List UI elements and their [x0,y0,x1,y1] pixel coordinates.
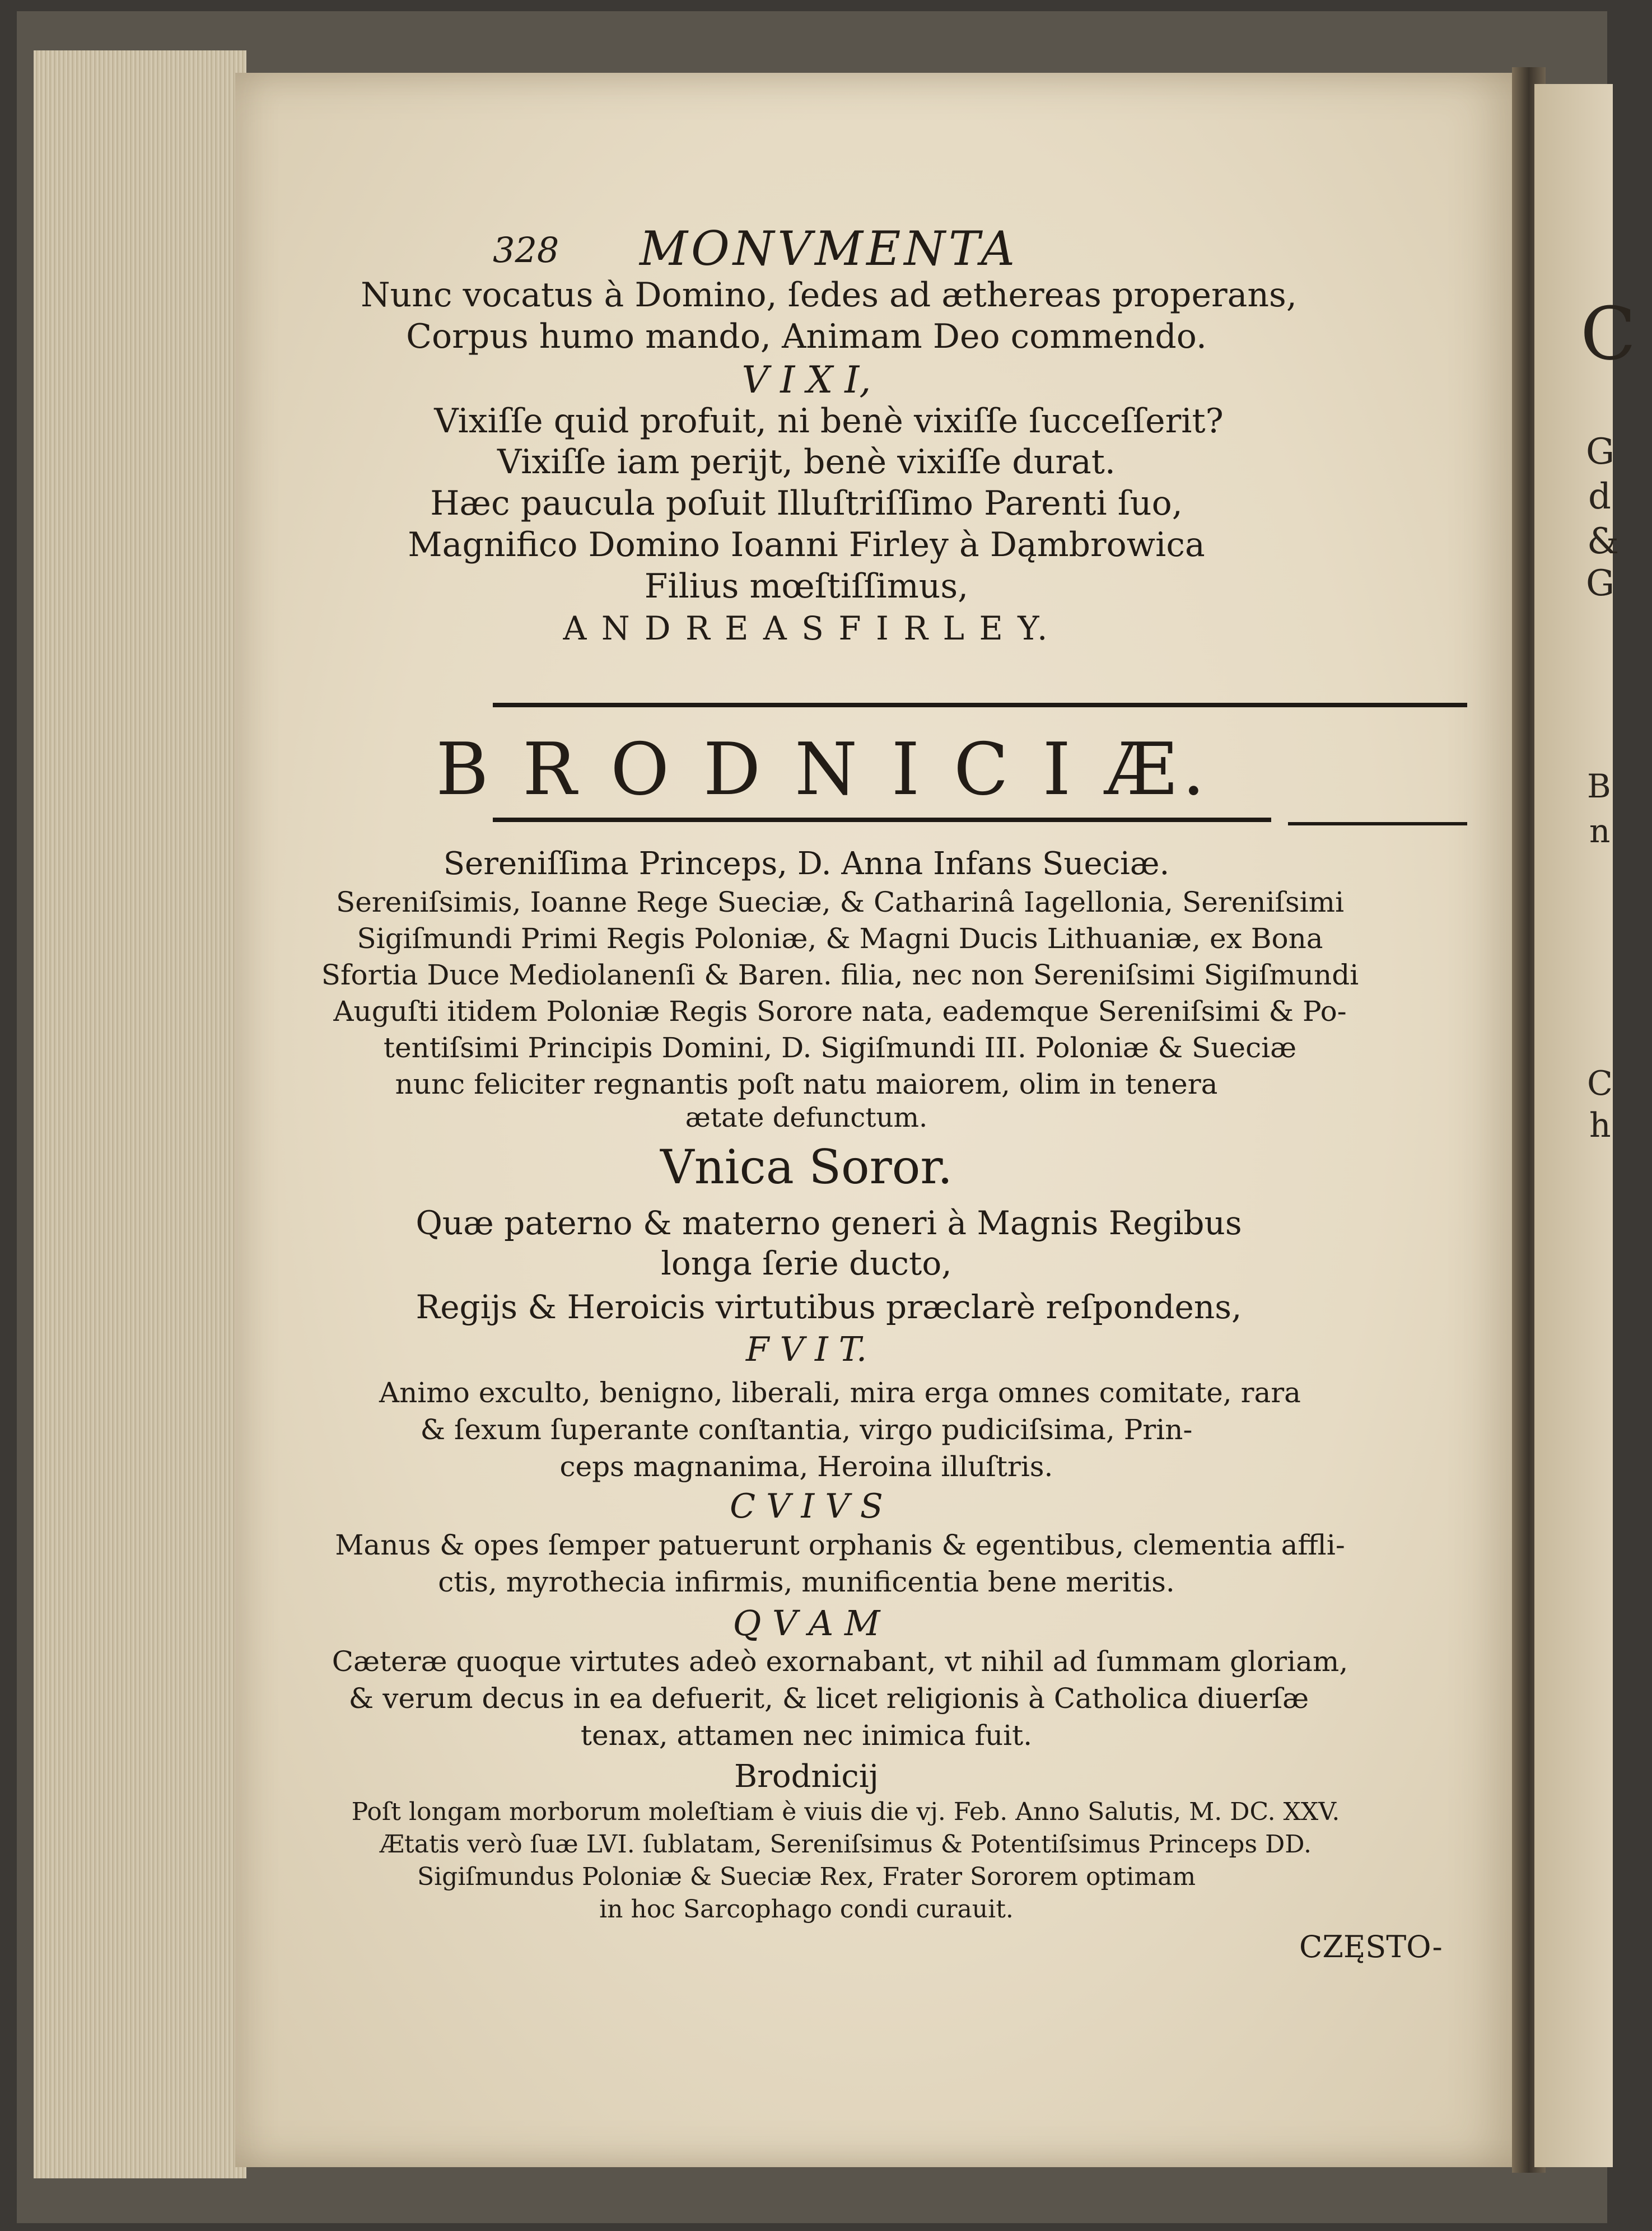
text-line: Sfortia Duce Mediolanenſi & Baren. filia, nec non Sereniſsimi Sigiſmundi [321,959,1359,991]
text-line: ætate defunctum. [685,1102,928,1133]
text-line: Regijs & Heroicis virtutibus præclarè reſpondens, [416,1288,1242,1326]
text-line: F V I T. [745,1330,867,1369]
section-heading: B R O D N I C I Æ. [436,728,1211,811]
text-line: Nunc vocatus à Domino, ſedes ad æthereas properans, [361,276,1297,315]
running-title: MONVMENTA [640,221,1018,276]
page-number: 328 [493,230,559,270]
text-line: Sigiſmundus Poloniæ & Sueciæ Rex, Frater Sororem optimam [417,1863,1196,1891]
right-page-fragment: & [1587,521,1619,562]
text-line: Sigiſmundi Primi Regis Poloniæ, & Magni Ducis Lithuaniæ, ex Bona [357,922,1323,955]
text-line: Corpus humo mando, Animam Deo commendo. [406,317,1207,356]
text-line: V I X I, [741,358,871,402]
text-line: Filius mœſtiſſimus, [644,567,969,606]
text-line: Quæ paterno & materno generi à Magnis Regibus [416,1204,1242,1242]
text-line: Vixiſſe iam perijt, benè vixiſſe durat. [497,442,1116,482]
text-line: Cæteræ quoque virtutes adeò exornabant, vt nihil ad ſummam gloriam, [332,1645,1348,1678]
text-line: in hoc Sarcophago condi curauit. [599,1895,1014,1924]
text-line: Ætatis verò ſuæ LVI. ſublatam, Sereniſsimus & Potentiſsimus Princeps DD. [380,1830,1312,1859]
text-line: Poſt longam morborum moleſtiam è viuis die vj. Feb. Anno Salutis, M. DC. XXV. [351,1798,1340,1826]
right-page-fragment: n [1589,812,1611,850]
divider-rule [1288,822,1467,825]
text-line: Hæc paucula poſuit Illuſtriſſimo Parenti ſuo, [430,484,1183,523]
text-line: ctis, myrothecia infirmis, munificentia bene meritis. [438,1566,1175,1598]
text-line: longa ſerie ducto, [661,1244,952,1282]
text-line: Auguſti itidem Poloniæ Regis Sorore nata, eademque Sereniſsimi & Po- [333,995,1347,1028]
text-line: Brodnicij [734,1758,879,1795]
text-line: C V I V S [730,1487,883,1526]
text-line: tenax, attamen nec inimica fuit. [580,1719,1033,1752]
right-page-fragment: G [1586,563,1615,604]
text-line: Magnifico Domino Ioanni Firley à Dąmbrowica [408,525,1205,564]
text-line: Manus & opes ſemper patuerunt orphanis & egentibus, clementia affli- [335,1529,1345,1561]
text-line: Sereniſſima Princeps, D. Anna Infans Sueciæ. [443,846,1170,882]
right-page-fragment: h [1589,1106,1611,1145]
right-page-fragment: C [1587,1064,1613,1103]
subheading: Vnica Soror. [660,1140,953,1194]
catchword: CZĘSTO- [1299,1929,1443,1964]
divider-rule [493,818,1271,822]
text-line: Sereniſsimis, Ioanne Rege Sueciæ, & Catharinâ Iagellonia, Sereniſsimi [335,886,1345,918]
right-page-fragment: d [1588,476,1611,517]
right-page-fragment: B [1587,767,1611,805]
text-line: & verum decus in ea defuerit, & licet religionis à Catholica diuerſæ [348,1682,1309,1715]
signature-line: A N D R E A S F I R L E Y. [563,609,1050,647]
divider-rule [493,703,1467,707]
text-line: nunc feliciter regnantis poſt natu maiorem, olim in tenera [395,1068,1218,1100]
text-line: ceps magnanima, Heroina illuſtris. [559,1450,1053,1483]
text-line: tentiſsimi Principis Domini, D. Sigiſmundi III. Poloniæ & Sueciæ [383,1032,1297,1064]
right-page-fragment: C [1580,291,1636,376]
right-page-fragment: G [1586,431,1615,473]
text-line: Animo exculto, benigno, liberali, mira erga omnes comitate, rara [379,1376,1301,1409]
text-line: & ſexum ſuperante conſtantia, virgo pudiciſsima, Prin- [420,1413,1193,1446]
text-line: Q V A M [732,1603,880,1644]
text-line: Vixiſſe quid profuit, ni benè vixiſſe ſucceſſerit? [434,402,1224,441]
